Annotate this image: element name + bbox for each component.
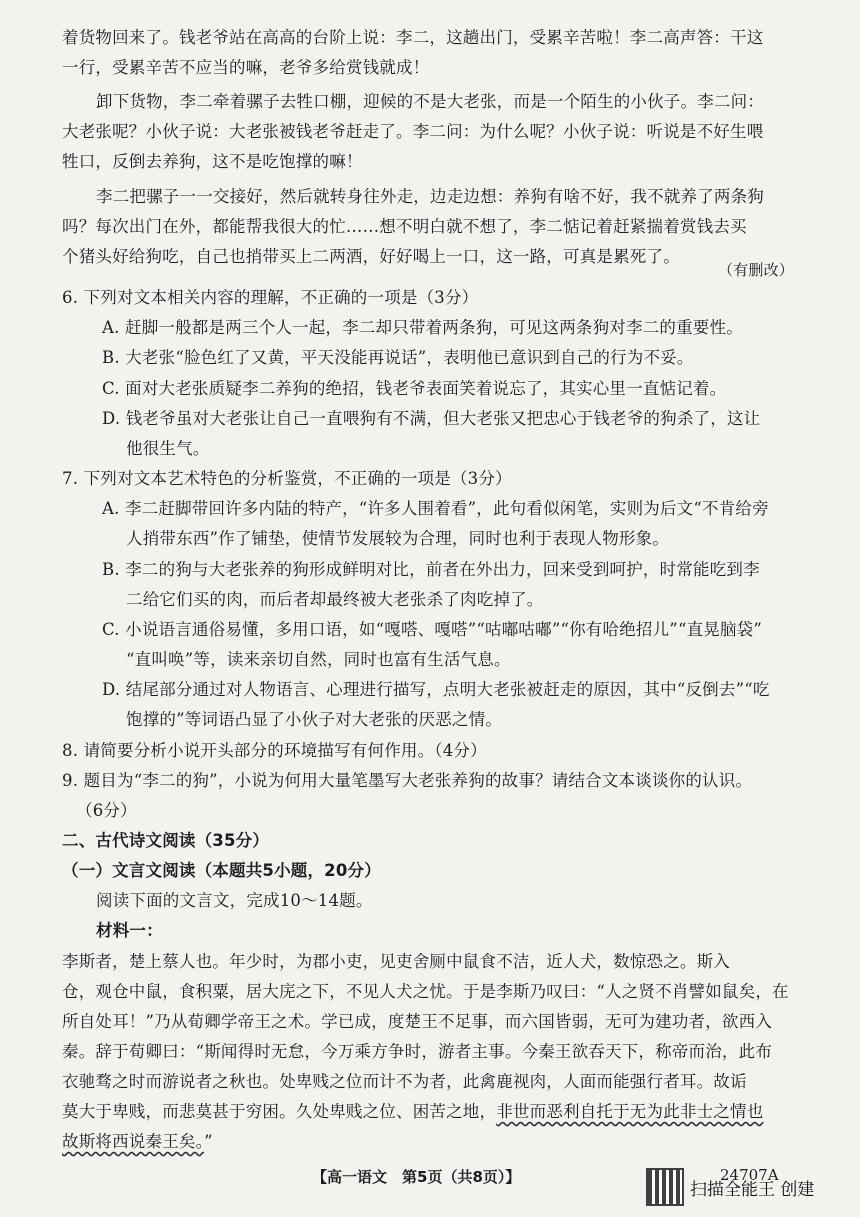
question-7-option-a-cont: 人捎带东西”作了铺垫，使情节发展较为合理，同时也利于表现人物形象。: [126, 529, 670, 548]
exam-code: 24707A: [720, 1166, 779, 1184]
page-footer: 【高一语文 第5页（共8页）】: [312, 1168, 521, 1186]
abridged-note: （有删改）: [718, 261, 795, 279]
question-6-option-d-cont: 他很生气。: [126, 439, 210, 458]
question-6-option-a: A. 赶脚一般都是两三个人一起，李二却只带着两条狗，可见这两条狗对李二的重要性。: [102, 318, 743, 337]
qr-code-icon: [646, 1168, 684, 1206]
question-6-option-d: D. 钱老爷虽对大老张让自己一直喂狗有不满，但大老张又把忠心于钱老爷的狗杀了，这让: [102, 409, 761, 428]
story-line: 大老张呢？小伙子说：大老张被钱老爷赶走了。李二问：为什么呢？小伙子说：听说是不好生喂: [62, 122, 764, 141]
classical-text-line-with-underline: [62, 1100, 763, 1124]
question-9-points: （6分）: [76, 801, 137, 820]
story-line: 一行，受累辛苦不应当的嘛，老爷多给赏钱就成！: [62, 58, 430, 77]
question-7-option-d: D. 结尾部分通过对人物语言、心理进行描写，点明大老张被赶走的原因，其中“反倒去”“吃: [102, 680, 770, 699]
question-7-option-b: B. 李二的狗与大老张养的狗形成鲜明对比，前者在外出力，回来受到呵护，时常能吃到李: [102, 560, 760, 579]
section-heading: 二、古代诗文阅读（35分）: [62, 831, 270, 850]
story-line: 吗？每次出门在外，都能帮我很大的忙……想不明白就不想了，李二惦记着赶紧揣着赏钱去买: [62, 217, 747, 236]
watermark-text: 扫描全能王 创建: [690, 1179, 815, 1200]
question-8: 8. 请简要分析小说开头部分的环境描写有何作用。（4分）: [62, 741, 487, 760]
classical-text-line: 仓，观仓中鼠，食积粟，居大庑之下，不见人犬之忧。于是李斯乃叹曰：“人之贤不肖譬如鼠矣，在: [62, 982, 789, 1001]
story-line: 李二把骡子一一交接好，然后就转身往外走，边走边想：养狗有啥不好，我不就养了两条狗: [96, 187, 764, 206]
material-label: 材料一：: [96, 921, 163, 940]
story-line: 牲口，反倒去养狗，这不是吃饱撑的嘛！: [62, 152, 363, 171]
classical-text-plain: 莫大于卑贱，而悲莫甚于穷困。久处卑贱之位、困苦之地，: [62, 1102, 497, 1121]
classical-text-line: 李斯者，楚上蔡人也。年少时，为郡小吏，见吏舍厕中鼠食不洁，近人犬，数惊恐之。斯入: [62, 952, 730, 971]
reading-instruction: 阅读下面的文言文，完成10～14题。: [96, 891, 373, 910]
underlined-sentence-part-1: 非世而恶利自托于无为此非士之情也: [496, 1102, 764, 1121]
classical-text-line: 衣驰骛之时而游说者之秋也。处卑贱之位而计不为者，此禽鹿视肉，人面而能强行者耳。故诟: [62, 1072, 747, 1091]
scanner-watermark: [646, 1168, 814, 1206]
story-line: 个猪头好给狗吃，自己也捎带买上二两酒，好好喝上一口，这一路，可真是累死了。: [62, 247, 680, 266]
classical-text-line: 秦。辞于荀卿曰：“斯闻得时无怠，今万乘方争时，游者主事。今秦王欲吞天下，称帝而治，此布: [62, 1042, 773, 1061]
classical-text-line: 所自处耳！”乃从荀卿学帝王之术。学已成，度楚王不足事，而六国皆弱，无可为建功者，欲西入: [62, 1012, 773, 1031]
story-line: 卸下货物，李二牵着骡子去牲口棚，迎候的不是大老张，而是一个陌生的小伙子。李二问：: [96, 92, 764, 111]
question-6-option-b: B. 大老张“脸色红了又黄，平天没能再说话”，表明他已意识到自己的行为不妥。: [102, 348, 694, 367]
question-7-stem: 7. 下列对文本艺术特色的分析鉴赏，不正确的一项是（3分）: [62, 469, 512, 488]
question-7-option-b-cont: 二给它们买的肉，而后者却最终被大老张杀了肉吃掉了。: [126, 590, 544, 609]
classical-text-last-line: [62, 1130, 213, 1154]
closing-quote: ”: [204, 1132, 213, 1151]
question-6-stem: 6. 下列对文本相关内容的理解，不正确的一项是（3分）: [62, 288, 479, 307]
question-7-option-d-cont: 饱撑的”等词语凸显了小伙子对大老张的厌恶之情。: [126, 710, 503, 729]
question-9: 9. 题目为“李二的狗”，小说为何用大量笔墨写大老张养狗的故事？请结合文本谈谈你的认识。: [62, 771, 753, 790]
underlined-sentence-part-2: 故斯将西说秦王矣。: [62, 1132, 205, 1151]
question-7-option-c: C. 小说语言通俗易懂，多用口语，如“嘎嗒、嘎嗒”“咕嘟咕嘟”“你有哈绝招儿”“直晃脑袋”: [102, 620, 763, 639]
story-line: 着货物回来了。钱老爷站在高高的台阶上说：李二，这趟出门，受累辛苦啦！李二高声答：干这: [62, 28, 764, 47]
subsection-heading: （一）文言文阅读（本题共5小题，20分）: [62, 861, 381, 880]
question-7-option-a: A. 李二赶脚带回许多内陆的特产，“许多人围着看”，此句看似闲笔，实则为后文“不肯给旁: [102, 499, 769, 518]
question-7-option-c-cont: “直叫唤”等，读来亲切自然，同时也富有生活气息。: [126, 650, 511, 669]
question-6-option-c: C. 面对大老张质疑李二养狗的绝招，钱老爷表面笑着说忘了，其实心里一直惦记着。: [102, 379, 727, 398]
